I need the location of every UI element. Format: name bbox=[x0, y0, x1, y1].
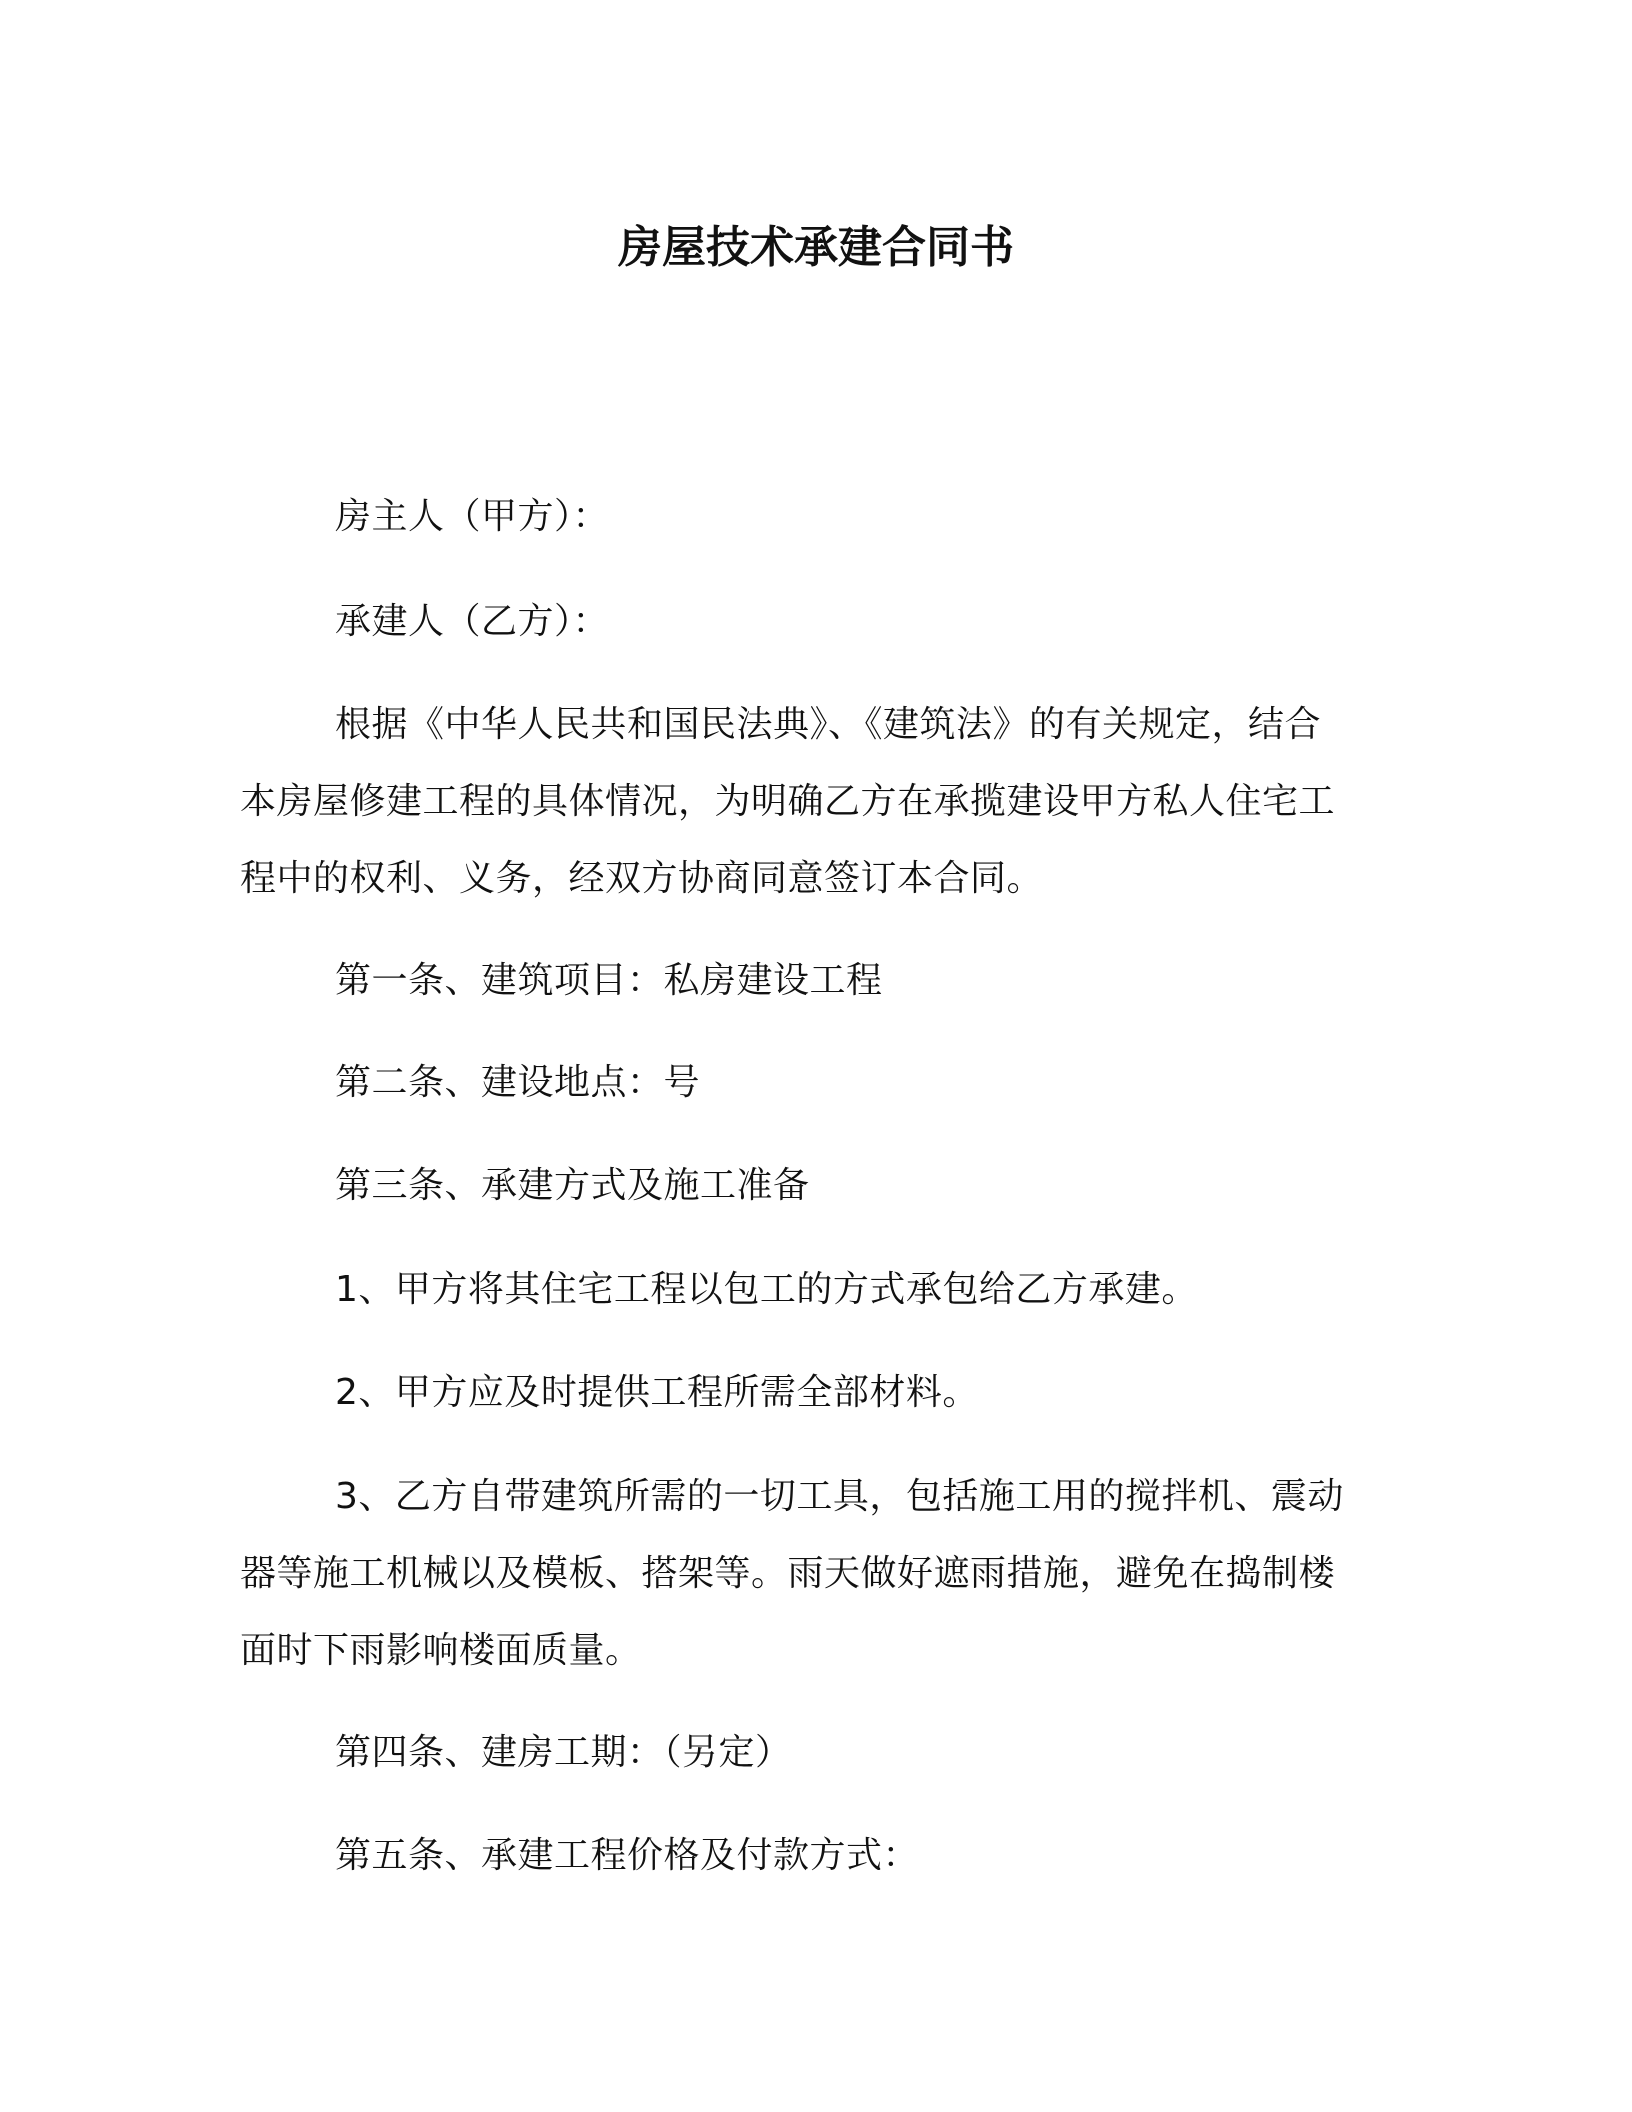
article-3-item-2: 2、甲方应及时提供工程所需全部材料。 bbox=[335, 1372, 979, 1413]
document-title: 房屋技术承建合同书 bbox=[618, 222, 1014, 273]
article-4: 第四条、建房工期：（另定） bbox=[335, 1732, 792, 1773]
party-b-label: 承建人（乙方）： bbox=[335, 601, 610, 642]
preamble-line-2: 本房屋修建工程的具体情况，为明确乙方在承揽建设甲方私人住宅工 bbox=[240, 781, 1336, 822]
article-3-item-1: 1、甲方将其住宅工程以包工的方式承包给乙方承建。 bbox=[335, 1269, 1198, 1310]
article-3-item-3-line-2: 器等施工机械以及模板、搭架等。雨天做好遮雨措施，避免在捣制楼 bbox=[240, 1553, 1336, 1594]
preamble-line-1: 根据《中华人民共和国民法典》、《建筑法》的有关规定，结合 bbox=[335, 704, 1322, 745]
party-a-label: 房主人（甲方）： bbox=[335, 496, 610, 537]
preamble-line-3: 程中的权利、义务，经双方协商同意签订本合同。 bbox=[240, 858, 1044, 899]
article-1: 第一条、建筑项目：私房建设工程 bbox=[335, 960, 883, 1001]
article-2: 第二条、建设地点：号 bbox=[335, 1062, 701, 1103]
article-3-item-3-line-3: 面时下雨影响楼面质量。 bbox=[240, 1630, 642, 1671]
article-5: 第五条、承建工程价格及付款方式： bbox=[335, 1835, 920, 1876]
article-3-item-3-line-1: 3、乙方自带建筑所需的一切工具，包括施工用的搅拌机、震动 bbox=[335, 1476, 1344, 1517]
article-3: 第三条、承建方式及施工准备 bbox=[335, 1165, 810, 1206]
